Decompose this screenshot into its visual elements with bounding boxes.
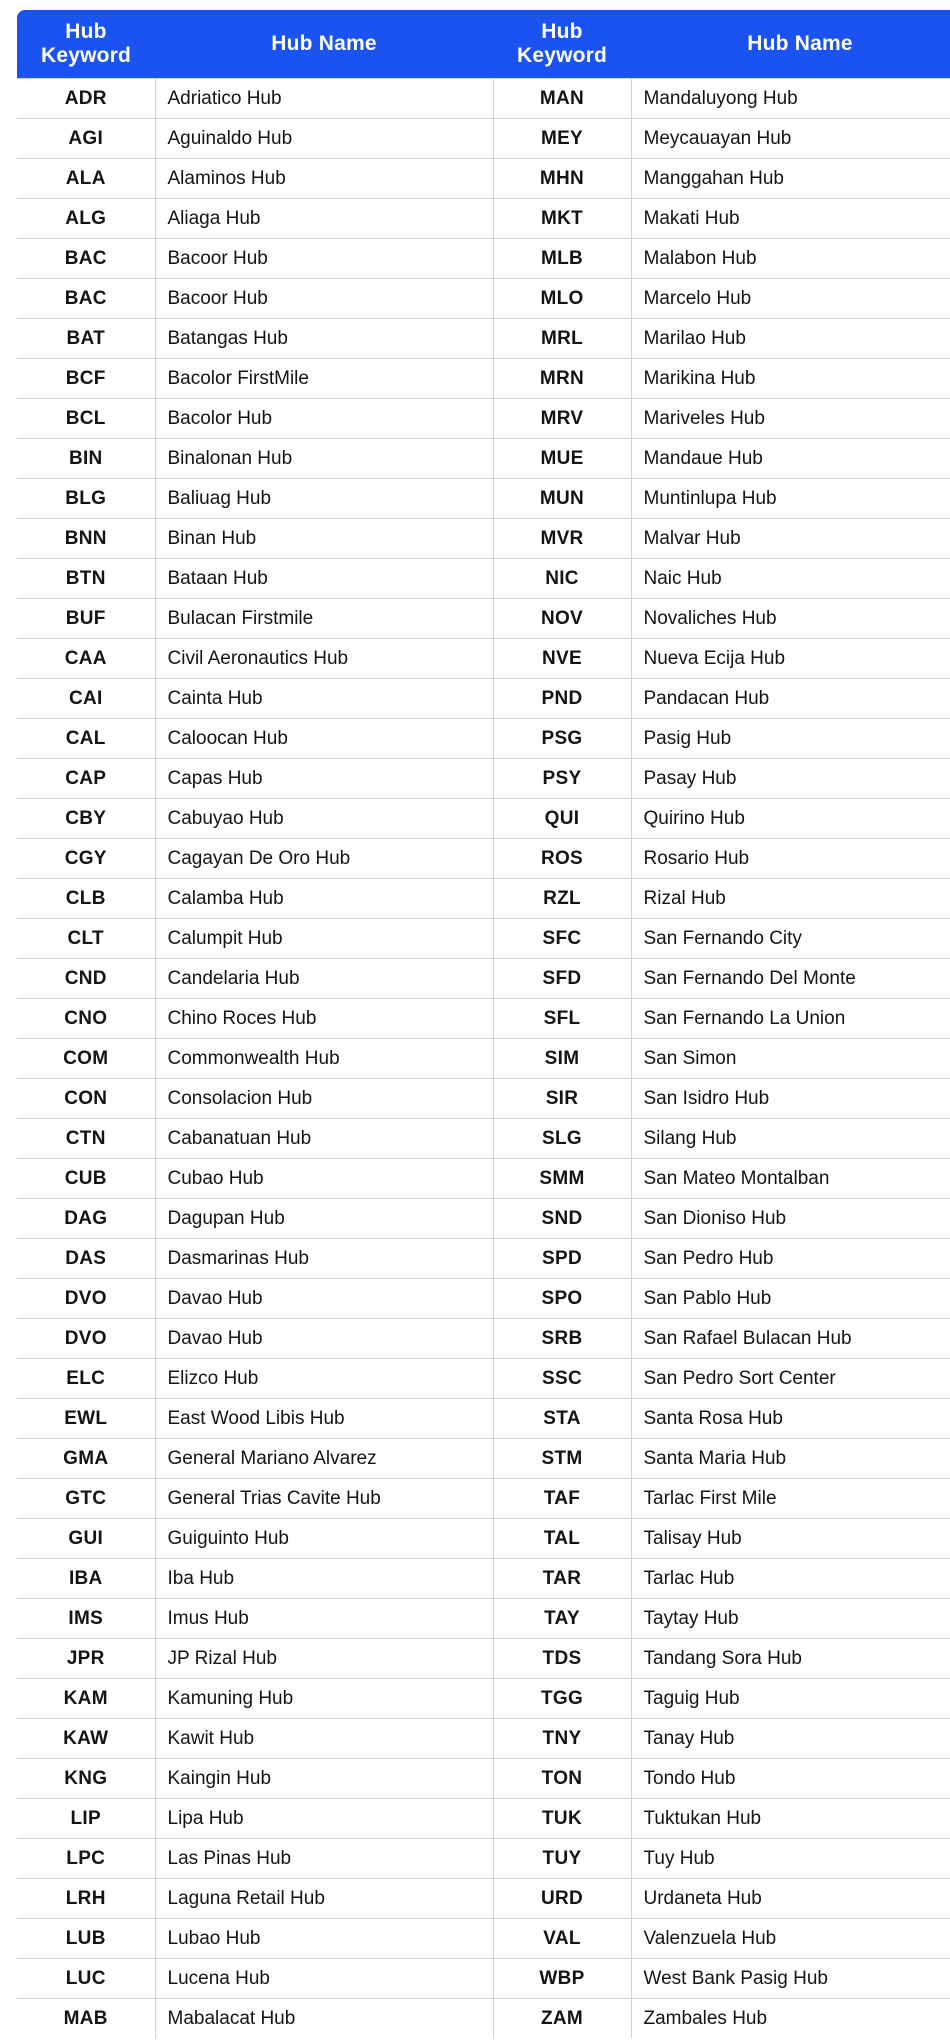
cell-hub-name-left: Las Pinas Hub: [155, 1839, 493, 1879]
cell-hub-keyword-left: KAM: [16, 1679, 155, 1719]
column-header-hub-name-right: Hub Name: [631, 9, 950, 79]
cell-hub-name-left: Cainta Hub: [155, 679, 493, 719]
cell-hub-keyword-right: MVR: [493, 519, 631, 559]
cell-hub-name-left: Iba Hub: [155, 1559, 493, 1599]
table-row: [16, 239, 950, 279]
cell-hub-keyword-left: DVO: [16, 1279, 155, 1319]
cell-hub-name-right: Pasay Hub: [631, 759, 950, 799]
cell-hub-name-left: Batangas Hub: [155, 319, 493, 359]
cell-hub-keyword-right: TAL: [493, 1519, 631, 1559]
cell-hub-name-left: Adriatico Hub: [155, 79, 493, 119]
cell-hub-keyword-right: TUK: [493, 1799, 631, 1839]
table-row: [16, 1279, 950, 1319]
cell-hub-name-left: Cabuyao Hub: [155, 799, 493, 839]
cell-hub-name-left: Alaminos Hub: [155, 159, 493, 199]
cell-hub-name-left: General Trias Cavite Hub: [155, 1479, 493, 1519]
cell-hub-name-right: Nueva Ecija Hub: [631, 639, 950, 679]
cell-hub-name-right: Zambales Hub: [631, 1999, 950, 2040]
cell-hub-name-right: Naic Hub: [631, 559, 950, 599]
cell-hub-name-left: Davao Hub: [155, 1279, 493, 1319]
cell-hub-keyword-right: RZL: [493, 879, 631, 919]
cell-hub-keyword-left: CAI: [16, 679, 155, 719]
cell-hub-name-left: Aguinaldo Hub: [155, 119, 493, 159]
cell-hub-name-left: Elizco Hub: [155, 1359, 493, 1399]
cell-hub-name-right: San Rafael Bulacan Hub: [631, 1319, 950, 1359]
cell-hub-keyword-right: MUN: [493, 479, 631, 519]
cell-hub-name-right: Talisay Hub: [631, 1519, 950, 1559]
cell-hub-keyword-right: NIC: [493, 559, 631, 599]
cell-hub-keyword-left: CGY: [16, 839, 155, 879]
cell-hub-keyword-right: MKT: [493, 199, 631, 239]
cell-hub-name-left: Imus Hub: [155, 1599, 493, 1639]
cell-hub-name-left: Bataan Hub: [155, 559, 493, 599]
table-row: [16, 999, 950, 1039]
table-row: [16, 759, 950, 799]
cell-hub-keyword-right: STA: [493, 1399, 631, 1439]
cell-hub-name-right: Silang Hub: [631, 1119, 950, 1159]
cell-hub-name-left: Lucena Hub: [155, 1959, 493, 1999]
table-row: [16, 1159, 950, 1199]
table-row: [16, 559, 950, 599]
cell-hub-keyword-right: URD: [493, 1879, 631, 1919]
cell-hub-keyword-left: GTC: [16, 1479, 155, 1519]
cell-hub-keyword-right: MRN: [493, 359, 631, 399]
table-row: [16, 1799, 950, 1839]
table-row: [16, 879, 950, 919]
cell-hub-keyword-left: BLG: [16, 479, 155, 519]
cell-hub-name-left: Kawit Hub: [155, 1719, 493, 1759]
cell-hub-name-right: Pasig Hub: [631, 719, 950, 759]
cell-hub-keyword-left: COM: [16, 1039, 155, 1079]
cell-hub-keyword-right: TDS: [493, 1639, 631, 1679]
cell-hub-name-right: Makati Hub: [631, 199, 950, 239]
cell-hub-keyword-left: ALA: [16, 159, 155, 199]
column-header-hub-keyword-left: [16, 9, 155, 79]
cell-hub-name-left: Consolacion Hub: [155, 1079, 493, 1119]
cell-hub-name-right: Tondo Hub: [631, 1759, 950, 1799]
cell-hub-keyword-right: MLB: [493, 239, 631, 279]
cell-hub-name-right: Santa Rosa Hub: [631, 1399, 950, 1439]
table-row: [16, 799, 950, 839]
cell-hub-name-left: Candelaria Hub: [155, 959, 493, 999]
table-row: [16, 1079, 950, 1119]
table-row: [16, 1359, 950, 1399]
cell-hub-name-right: Mariveles Hub: [631, 399, 950, 439]
table-row: [16, 279, 950, 319]
cell-hub-keyword-right: SFL: [493, 999, 631, 1039]
cell-hub-keyword-right: MAN: [493, 79, 631, 119]
cell-hub-keyword-right: ROS: [493, 839, 631, 879]
cell-hub-keyword-left: EWL: [16, 1399, 155, 1439]
cell-hub-keyword-right: STM: [493, 1439, 631, 1479]
cell-hub-keyword-left: MAB: [16, 1999, 155, 2040]
header-keyword-line1: Hub: [541, 20, 583, 43]
table-row: [16, 719, 950, 759]
cell-hub-name-right: Rizal Hub: [631, 879, 950, 919]
cell-hub-name-left: East Wood Libis Hub: [155, 1399, 493, 1439]
table-row: [16, 839, 950, 879]
column-header-hub-name-left: Hub Name: [155, 9, 493, 79]
cell-hub-name-right: San Dioniso Hub: [631, 1199, 950, 1239]
cell-hub-keyword-left: LPC: [16, 1839, 155, 1879]
table-row: [16, 119, 950, 159]
cell-hub-name-left: Cabanatuan Hub: [155, 1119, 493, 1159]
cell-hub-name-right: San Isidro Hub: [631, 1079, 950, 1119]
cell-hub-keyword-left: IMS: [16, 1599, 155, 1639]
table-row: [16, 1439, 950, 1479]
cell-hub-keyword-left: BCF: [16, 359, 155, 399]
cell-hub-keyword-right: TUY: [493, 1839, 631, 1879]
cell-hub-name-left: Binan Hub: [155, 519, 493, 559]
cell-hub-keyword-left: CND: [16, 959, 155, 999]
cell-hub-keyword-right: NOV: [493, 599, 631, 639]
cell-hub-keyword-right: SND: [493, 1199, 631, 1239]
cell-hub-name-left: General Mariano Alvarez: [155, 1439, 493, 1479]
cell-hub-name-left: Guiguinto Hub: [155, 1519, 493, 1559]
cell-hub-keyword-left: BAT: [16, 319, 155, 359]
table-row: [16, 1199, 950, 1239]
table-row: [16, 1319, 950, 1359]
cell-hub-keyword-left: DVO: [16, 1319, 155, 1359]
table-row: [16, 1719, 950, 1759]
cell-hub-name-right: San Fernando Del Monte: [631, 959, 950, 999]
cell-hub-name-right: Tarlac First Mile: [631, 1479, 950, 1519]
cell-hub-name-right: San Pablo Hub: [631, 1279, 950, 1319]
cell-hub-keyword-left: CLB: [16, 879, 155, 919]
cell-hub-name-right: Quirino Hub: [631, 799, 950, 839]
cell-hub-keyword-right: SPD: [493, 1239, 631, 1279]
cell-hub-name-left: Lipa Hub: [155, 1799, 493, 1839]
cell-hub-name-right: Pandacan Hub: [631, 679, 950, 719]
table-row: [16, 1599, 950, 1639]
cell-hub-keyword-left: BNN: [16, 519, 155, 559]
cell-hub-keyword-left: AGI: [16, 119, 155, 159]
cell-hub-keyword-left: CNO: [16, 999, 155, 1039]
cell-hub-name-left: Calumpit Hub: [155, 919, 493, 959]
cell-hub-keyword-right: SPO: [493, 1279, 631, 1319]
table-row: [16, 1119, 950, 1159]
column-header-hub-keyword-right: [493, 9, 631, 79]
table-row: [16, 1759, 950, 1799]
cell-hub-name-right: Taguig Hub: [631, 1679, 950, 1719]
cell-hub-keyword-right: TAF: [493, 1479, 631, 1519]
cell-hub-keyword-right: VAL: [493, 1919, 631, 1959]
cell-hub-name-right: Santa Maria Hub: [631, 1439, 950, 1479]
cell-hub-keyword-right: NVE: [493, 639, 631, 679]
cell-hub-keyword-right: SRB: [493, 1319, 631, 1359]
table-row: [16, 359, 950, 399]
cell-hub-name-left: Cubao Hub: [155, 1159, 493, 1199]
table-row: [16, 1399, 950, 1439]
cell-hub-name-right: Mandaluyong Hub: [631, 79, 950, 119]
cell-hub-keyword-left: ADR: [16, 79, 155, 119]
cell-hub-keyword-left: CLT: [16, 919, 155, 959]
cell-hub-name-left: Dasmarinas Hub: [155, 1239, 493, 1279]
table-row: [16, 959, 950, 999]
cell-hub-name-left: Baliuag Hub: [155, 479, 493, 519]
table-row: [16, 1679, 950, 1719]
cell-hub-name-left: Binalonan Hub: [155, 439, 493, 479]
cell-hub-keyword-left: KNG: [16, 1759, 155, 1799]
table-row: [16, 1559, 950, 1599]
cell-hub-name-left: Capas Hub: [155, 759, 493, 799]
cell-hub-keyword-left: DAG: [16, 1199, 155, 1239]
cell-hub-name-left: Bacoor Hub: [155, 239, 493, 279]
cell-hub-name-right: San Pedro Sort Center: [631, 1359, 950, 1399]
table-row: [16, 1959, 950, 1999]
cell-hub-keyword-right: SMM: [493, 1159, 631, 1199]
cell-hub-name-right: Muntinlupa Hub: [631, 479, 950, 519]
cell-hub-name-left: Civil Aeronautics Hub: [155, 639, 493, 679]
table-row: [16, 439, 950, 479]
cell-hub-name-left: Laguna Retail Hub: [155, 1879, 493, 1919]
cell-hub-name-left: Dagupan Hub: [155, 1199, 493, 1239]
cell-hub-name-left: Davao Hub: [155, 1319, 493, 1359]
cell-hub-name-right: Tandang Sora Hub: [631, 1639, 950, 1679]
cell-hub-name-right: Malabon Hub: [631, 239, 950, 279]
cell-hub-keyword-right: TNY: [493, 1719, 631, 1759]
cell-hub-name-right: San Fernando La Union: [631, 999, 950, 1039]
cell-hub-keyword-left: BAC: [16, 279, 155, 319]
cell-hub-name-right: Tuktukan Hub: [631, 1799, 950, 1839]
cell-hub-keyword-left: CON: [16, 1079, 155, 1119]
cell-hub-name-left: Lubao Hub: [155, 1919, 493, 1959]
cell-hub-keyword-left: CAP: [16, 759, 155, 799]
table-header: [16, 9, 950, 79]
table-row: [16, 399, 950, 439]
table-row: [16, 679, 950, 719]
cell-hub-keyword-left: LUC: [16, 1959, 155, 1999]
cell-hub-keyword-right: TAR: [493, 1559, 631, 1599]
cell-hub-name-right: Rosario Hub: [631, 839, 950, 879]
header-keyword-line2: Keyword: [516, 44, 608, 68]
cell-hub-keyword-right: SIM: [493, 1039, 631, 1079]
cell-hub-keyword-right: TGG: [493, 1679, 631, 1719]
cell-hub-name-left: Kamuning Hub: [155, 1679, 493, 1719]
cell-hub-name-left: Cagayan De Oro Hub: [155, 839, 493, 879]
cell-hub-name-left: Aliaga Hub: [155, 199, 493, 239]
cell-hub-name-right: Marcelo Hub: [631, 279, 950, 319]
cell-hub-keyword-left: ELC: [16, 1359, 155, 1399]
table-row: [16, 1879, 950, 1919]
cell-hub-keyword-left: LIP: [16, 1799, 155, 1839]
cell-hub-keyword-left: BUF: [16, 599, 155, 639]
cell-hub-keyword-right: MRV: [493, 399, 631, 439]
cell-hub-keyword-left: CAA: [16, 639, 155, 679]
cell-hub-name-right: Manggahan Hub: [631, 159, 950, 199]
table-row: [16, 1479, 950, 1519]
cell-hub-keyword-right: MEY: [493, 119, 631, 159]
cell-hub-name-right: San Pedro Hub: [631, 1239, 950, 1279]
cell-hub-name-right: Valenzuela Hub: [631, 1919, 950, 1959]
table-row: [16, 1919, 950, 1959]
cell-hub-keyword-left: LRH: [16, 1879, 155, 1919]
table-body: [16, 79, 950, 2040]
cell-hub-name-left: Caloocan Hub: [155, 719, 493, 759]
cell-hub-keyword-left: CAL: [16, 719, 155, 759]
cell-hub-keyword-right: SIR: [493, 1079, 631, 1119]
table-row: [16, 1239, 950, 1279]
cell-hub-name-right: Marilao Hub: [631, 319, 950, 359]
cell-hub-keyword-left: BCL: [16, 399, 155, 439]
cell-hub-keyword-right: SLG: [493, 1119, 631, 1159]
table-row: [16, 919, 950, 959]
cell-hub-name-left: Bacolor FirstMile: [155, 359, 493, 399]
table-row: [16, 1519, 950, 1559]
cell-hub-name-right: San Mateo Montalban: [631, 1159, 950, 1199]
cell-hub-keyword-left: ALG: [16, 199, 155, 239]
cell-hub-keyword-right: ZAM: [493, 1999, 631, 2040]
cell-hub-keyword-left: KAW: [16, 1719, 155, 1759]
table-row: [16, 1999, 950, 2040]
cell-hub-keyword-right: SSC: [493, 1359, 631, 1399]
cell-hub-keyword-left: GMA: [16, 1439, 155, 1479]
cell-hub-keyword-left: CTN: [16, 1119, 155, 1159]
cell-hub-name-left: Kaingin Hub: [155, 1759, 493, 1799]
cell-hub-name-right: San Fernando City: [631, 919, 950, 959]
cell-hub-keyword-left: CBY: [16, 799, 155, 839]
table-row: [16, 599, 950, 639]
table-row: [16, 319, 950, 359]
table-row: [16, 639, 950, 679]
cell-hub-keyword-right: MHN: [493, 159, 631, 199]
hub-keyword-table: [15, 8, 950, 2040]
cell-hub-name-left: Calamba Hub: [155, 879, 493, 919]
cell-hub-name-right: Meycauayan Hub: [631, 119, 950, 159]
table-row: [16, 1839, 950, 1879]
cell-hub-keyword-left: JPR: [16, 1639, 155, 1679]
header-keyword-line2: Keyword: [40, 44, 132, 68]
cell-hub-keyword-right: WBP: [493, 1959, 631, 1999]
cell-hub-keyword-right: TON: [493, 1759, 631, 1799]
cell-hub-name-right: Tanay Hub: [631, 1719, 950, 1759]
cell-hub-name-right: Taytay Hub: [631, 1599, 950, 1639]
cell-hub-name-right: Urdaneta Hub: [631, 1879, 950, 1919]
table-row: [16, 479, 950, 519]
cell-hub-name-right: Mandaue Hub: [631, 439, 950, 479]
header-keyword-line1: Hub: [65, 20, 107, 43]
cell-hub-name-right: West Bank Pasig Hub: [631, 1959, 950, 1999]
table-row: [16, 1639, 950, 1679]
cell-hub-keyword-left: BIN: [16, 439, 155, 479]
table-row: [16, 519, 950, 559]
cell-hub-keyword-left: BAC: [16, 239, 155, 279]
cell-hub-keyword-right: PSY: [493, 759, 631, 799]
table-row: [16, 1039, 950, 1079]
cell-hub-keyword-right: MLO: [493, 279, 631, 319]
cell-hub-name-right: San Simon: [631, 1039, 950, 1079]
cell-hub-name-right: Novaliches Hub: [631, 599, 950, 639]
table-row: [16, 159, 950, 199]
table-row: [16, 79, 950, 119]
cell-hub-name-left: JP Rizal Hub: [155, 1639, 493, 1679]
cell-hub-keyword-left: IBA: [16, 1559, 155, 1599]
cell-hub-name-right: Tuy Hub: [631, 1839, 950, 1879]
cell-hub-keyword-left: CUB: [16, 1159, 155, 1199]
cell-hub-name-left: Commonwealth Hub: [155, 1039, 493, 1079]
cell-hub-keyword-right: PSG: [493, 719, 631, 759]
table-header-row: [16, 9, 950, 79]
cell-hub-keyword-left: BTN: [16, 559, 155, 599]
cell-hub-keyword-right: TAY: [493, 1599, 631, 1639]
cell-hub-name-left: Chino Roces Hub: [155, 999, 493, 1039]
cell-hub-keyword-right: SFD: [493, 959, 631, 999]
cell-hub-keyword-left: LUB: [16, 1919, 155, 1959]
cell-hub-keyword-right: QUI: [493, 799, 631, 839]
cell-hub-keyword-left: GUI: [16, 1519, 155, 1559]
cell-hub-name-right: Marikina Hub: [631, 359, 950, 399]
cell-hub-name-right: Malvar Hub: [631, 519, 950, 559]
cell-hub-keyword-left: DAS: [16, 1239, 155, 1279]
cell-hub-name-left: Bacoor Hub: [155, 279, 493, 319]
cell-hub-name-left: Bacolor Hub: [155, 399, 493, 439]
cell-hub-keyword-right: PND: [493, 679, 631, 719]
table-row: [16, 199, 950, 239]
cell-hub-keyword-right: MRL: [493, 319, 631, 359]
cell-hub-keyword-right: MUE: [493, 439, 631, 479]
cell-hub-name-left: Mabalacat Hub: [155, 1999, 493, 2040]
cell-hub-name-right: Tarlac Hub: [631, 1559, 950, 1599]
cell-hub-keyword-right: SFC: [493, 919, 631, 959]
cell-hub-name-left: Bulacan Firstmile: [155, 599, 493, 639]
